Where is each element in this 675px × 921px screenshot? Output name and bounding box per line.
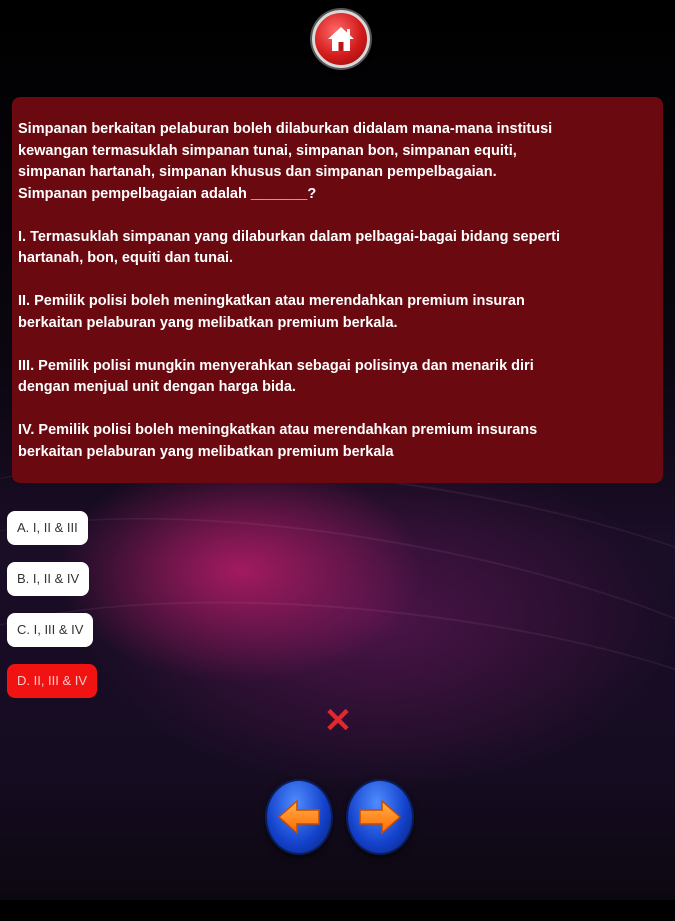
question-text [18, 119, 653, 205]
statement-3: III. Pemilik polisi mungkin menyerahkan sebagai polisinya dan menarik diri dengan menjual unit dengan harga bida. [18, 357, 534, 395]
question-line: kewangan termasuklah simpanan tunai, simpanan bon, simpanan equiti, [18, 142, 517, 159]
arrow-right-icon [358, 798, 402, 836]
question-panel [12, 97, 663, 483]
option-a-button[interactable]: A. I, II & III [7, 511, 88, 545]
question-line: Simpanan berkaitan pelaburan boleh dilaburkan didalam mana-mana institusi [18, 121, 553, 137]
option-b-button[interactable]: B. I, II & IV [7, 562, 89, 596]
arrow-left-icon [277, 798, 321, 836]
home-button[interactable] [312, 10, 370, 68]
statement-1: I. Termasuklah simpanan yang dilaburkan dalam pelbagai-bagai bidang seperti hartanah, bon, equiti dan tunai. [18, 228, 561, 266]
next-button[interactable] [346, 779, 414, 855]
previous-button[interactable] [265, 779, 333, 855]
home-icon [326, 25, 356, 53]
statement-2: II. Pemilik polisi boleh meningkatkan atau merendahkan premium insuran berkaitan pelaburan yang melibatkan premium berkala. [18, 293, 525, 331]
option-d-button[interactable]: D. II, III & IV [7, 664, 97, 698]
question-line: Simpanan pempelbagaian adalah _______? [18, 185, 317, 202]
statement-4: IV. Pemilik polisi boleh meningkatkan atau merendahkan premium insurans berkaitan pelaburan yang melibatkan premium berkala [18, 422, 538, 460]
wrong-answer-icon: ✕ [323, 702, 353, 740]
option-c-button[interactable]: C. I, III & IV [7, 613, 93, 647]
question-line: simpanan hartanah, simpanan khusus dan simpanan pempelbagaian. [18, 164, 497, 180]
